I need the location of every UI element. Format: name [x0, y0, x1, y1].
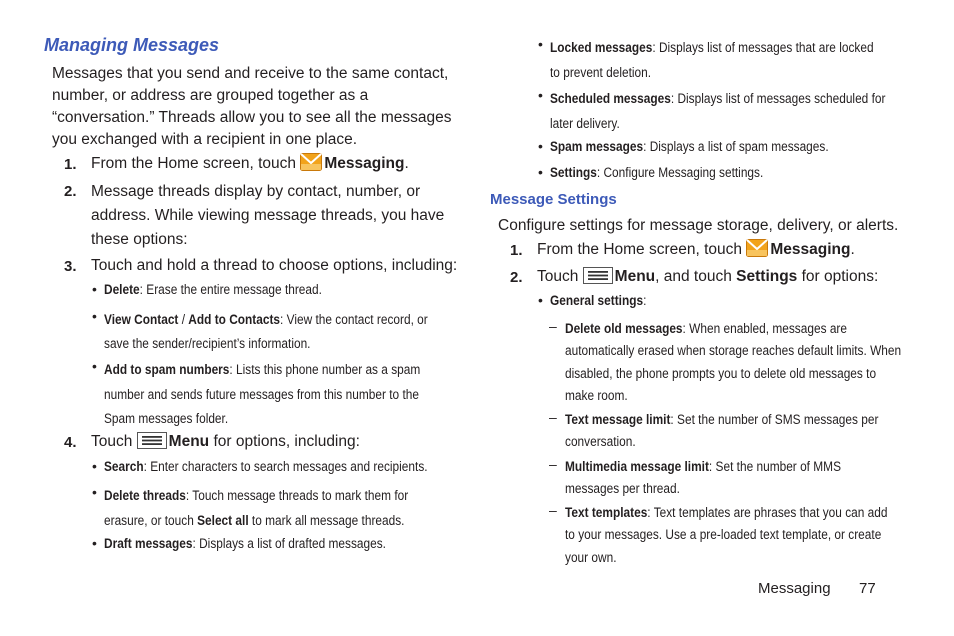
bullet-general-settings	[550, 292, 660, 310]
desc: : Configure Messaging settings.	[596, 165, 764, 180]
term: Add to spam numbers	[104, 362, 230, 377]
bullet: •	[92, 308, 97, 324]
intro-line: Messages that you send and receive to the same contact,	[52, 65, 449, 82]
item-mms-limit	[565, 456, 879, 501]
step-text: address. While viewing message threads, you have	[91, 207, 445, 224]
step-text: From the Home screen, touch	[91, 155, 301, 172]
settings-step-1	[537, 239, 855, 261]
step-number: 1.	[510, 242, 523, 259]
term: Settings	[550, 165, 597, 180]
term: Locked messages	[550, 40, 653, 55]
step-3: Touch and hold a thread to choose options, including:	[91, 257, 458, 274]
desc: : Displays list of messages that are locked	[652, 40, 874, 55]
term: Scheduled messages	[550, 91, 671, 106]
bullet: •	[92, 358, 97, 374]
item-text-limit	[565, 409, 921, 454]
desc: number and sends future messages from this number to the	[104, 386, 419, 402]
step-2	[91, 180, 444, 252]
bullet: •	[92, 458, 97, 474]
desc: : Lists this phone number as a spam	[229, 362, 421, 377]
sep: /	[178, 312, 189, 327]
term: General settings	[550, 293, 644, 308]
settings-step-2	[537, 266, 878, 288]
step-text: for options, including:	[209, 433, 360, 450]
bullet: •	[538, 36, 543, 52]
term: Search	[104, 459, 144, 474]
desc: : Text templates are phrases that you can add	[647, 505, 888, 520]
dash: –	[549, 456, 557, 472]
step-number: 2.	[64, 183, 77, 200]
step-text: these options:	[91, 231, 188, 248]
desc: erasure, or touch	[104, 512, 198, 528]
desc: to mark all message threads.	[248, 512, 405, 528]
term: Multimedia message limit	[565, 459, 709, 474]
menu-label: Menu	[168, 433, 210, 450]
step-text: Touch	[537, 268, 583, 285]
bullet: •	[538, 87, 543, 103]
term: Text message limit	[565, 412, 671, 427]
bullet-delete	[104, 281, 352, 299]
footer-section: Messaging	[758, 580, 831, 597]
settings-intro: Configure settings for message storage, delivery, or alerts.	[498, 217, 899, 234]
dash: –	[549, 409, 557, 425]
desc: : View the contact record, or	[280, 312, 428, 327]
desc: : Erase the entire message thread.	[139, 282, 322, 297]
bullet-settings	[550, 164, 792, 182]
envelope-icon	[746, 239, 768, 257]
desc: later delivery.	[550, 115, 620, 131]
desc: your own.	[565, 549, 617, 565]
dash: –	[549, 502, 557, 518]
item-templates	[565, 502, 931, 569]
term: Delete threads	[104, 488, 186, 503]
step-text: Message threads display by contact, number, or	[91, 183, 421, 200]
punct: .	[850, 241, 855, 258]
bullet: •	[538, 292, 543, 308]
section-title: Message Settings	[490, 191, 617, 208]
punct: .	[404, 155, 409, 172]
step-text: , and touch	[655, 268, 737, 285]
desc: messages per thread.	[565, 481, 680, 497]
bullet-spam-messages	[550, 138, 867, 156]
desc: disabled, the phone prompts you to delete old messages to	[565, 365, 877, 381]
step-number: 2.	[510, 269, 523, 286]
term: Text templates	[565, 505, 648, 520]
step-1	[91, 153, 409, 175]
step-4	[91, 431, 360, 453]
term: Add to Contacts	[188, 312, 281, 327]
desc: make room.	[565, 387, 628, 403]
desc: : Displays list of messages scheduled for	[670, 91, 886, 106]
desc: : Set the number of SMS messages per	[670, 412, 879, 427]
intro-line: number, or address are grouped together as a	[52, 87, 369, 104]
intro-line: “conversation.” Threads allow you to see all the messages	[52, 109, 452, 126]
term: Delete	[104, 282, 140, 297]
step-number: 3.	[64, 258, 77, 275]
desc: : Displays a list of spam messages.	[643, 139, 829, 154]
step-number: 4.	[64, 434, 77, 451]
bullet-view-contact	[104, 308, 472, 356]
step-text: for options:	[797, 268, 879, 285]
desc: to prevent deletion.	[550, 64, 652, 80]
term: Draft messages	[104, 536, 193, 551]
desc: :	[643, 293, 647, 308]
step-text: From the Home screen, touch	[537, 241, 747, 258]
desc: to your messages. Use a pre-loaded text template, or create	[565, 527, 882, 543]
bullet-delete-threads	[104, 484, 450, 533]
bullet-scheduled	[550, 87, 931, 136]
term: View Contact	[104, 312, 179, 327]
bullet-draft	[104, 535, 424, 553]
envelope-icon	[300, 153, 322, 171]
step-number: 1.	[64, 156, 77, 173]
menu-label: Menu	[614, 268, 656, 285]
bullet: •	[538, 164, 543, 180]
item-delete-old	[565, 318, 947, 407]
page-title: Managing Messages	[44, 35, 220, 55]
desc: : Displays a list of drafted messages.	[192, 536, 386, 551]
bullet-add-spam	[104, 358, 463, 432]
messaging-label: Messaging	[324, 155, 405, 172]
messaging-label: Messaging	[770, 241, 851, 258]
page-number: 77	[859, 580, 876, 597]
menu-icon	[137, 432, 167, 449]
desc: : Set the number of MMS	[708, 459, 841, 474]
term: Delete old messages	[565, 321, 683, 336]
intro-line: you exchanged with a recipient in one place.	[52, 131, 358, 148]
desc: : Enter characters to search messages and recipients.	[143, 459, 428, 474]
bullet-locked	[550, 36, 918, 85]
desc: conversation.	[565, 434, 636, 450]
dash: –	[549, 318, 557, 334]
desc: save the sender/recipient’s information.	[104, 336, 311, 351]
bullet: •	[538, 138, 543, 154]
menu-icon	[583, 267, 613, 284]
intro-paragraph	[52, 63, 451, 151]
desc: : Touch message threads to mark them for	[185, 488, 409, 503]
term: Spam messages	[550, 139, 644, 154]
desc: automatically erased when storage reaches default limits. When	[565, 343, 902, 359]
bullet: •	[92, 535, 97, 551]
step-text: Touch	[91, 433, 137, 450]
desc: Spam messages folder.	[104, 411, 229, 426]
bullet: •	[92, 484, 97, 500]
bullet-search	[104, 458, 472, 476]
desc: : When enabled, messages are	[682, 321, 847, 336]
term: Select all	[197, 512, 249, 528]
bullet: •	[92, 281, 97, 297]
settings-label: Settings	[736, 268, 798, 285]
